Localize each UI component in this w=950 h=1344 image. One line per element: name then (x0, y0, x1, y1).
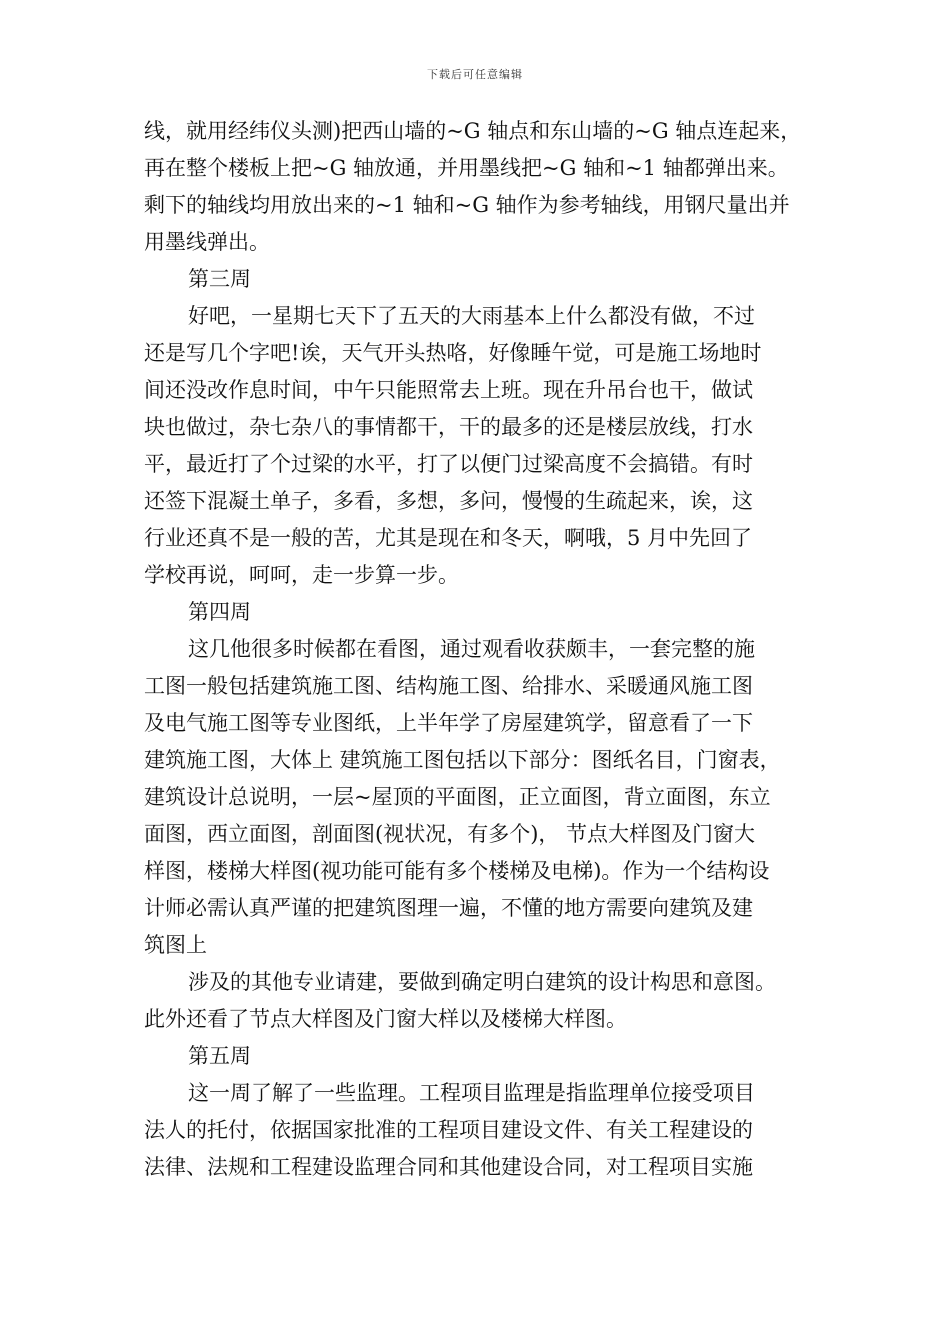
text-line: 这一周了解了一些监理。工程项目监理是指监理单位接受项目 (188, 1081, 755, 1105)
text-line: 还是写几个字吧!诶，天气开头热咯，好像睡午觉，可是施工场地时 (144, 341, 762, 365)
text-line: 学校再说，呵呵，走一步算一步。 (144, 563, 459, 587)
text-line: 平，最近打了个过梁的水平，打了以便门过梁高度不会搞错。有时 (144, 452, 753, 476)
text-line: 工图一般包括建筑施工图、结构施工图、给排水、采暖通风施工图 (144, 674, 753, 698)
text-line: 剩下的轴线均用放出来的~1 轴和~G 轴作为参考轴线，用钢尺量出并 (144, 193, 790, 217)
page-header: 下载后可任意编辑 (427, 68, 523, 81)
text-line: 用墨线弹出。 (144, 230, 270, 254)
text-line: 计师必需认真严谨的把建筑图理一遍，不懂的地方需要向建筑及建 (144, 896, 753, 920)
text-line: 法人的托付，依据国家批准的工程项目建设文件、有关工程建设的 (144, 1118, 753, 1142)
text-line: 法律、法规和工程建设监理合同和其他建设合同，对工程项目实施 (144, 1155, 753, 1179)
text-line: 块也做过，杂七杂八的事情都干，干的最多的还是楼层放线，打水 (144, 415, 753, 439)
text-line: 样图，楼梯大样图(视功能可能有多个楼梯及电梯)。作为一个结构设 (144, 859, 770, 883)
section-heading: 第四周 (188, 600, 251, 624)
text-line: 再在整个楼板上把~G 轴放通，并用墨线把~G 轴和~1 轴都弹出来。 (144, 156, 789, 180)
text-line: 涉及的其他专业请建，要做到确定明白建筑的设计构思和意图。 (188, 970, 776, 994)
text-line: 线，就用经纬仪头测)把西山墙的~G 轴点和东山墙的~G 轴点连起来， (144, 119, 802, 143)
text-line: 及电气施工图等专业图纸，上半年学了房屋建筑学，留意看了一下 (144, 711, 753, 735)
text-line: 间还没改作息时间，中午只能照常去上班。现在升吊台也干，做试 (144, 378, 753, 402)
text-line: 这几他很多时候都在看图，通过观看收获颇丰，一套完整的施 (188, 637, 755, 661)
text-line: 面图，西立面图，剖面图(视状况，有多个)， 节点大样图及门窗大 (144, 822, 756, 846)
text-line: 筑图上 (144, 933, 207, 957)
section-heading: 第五周 (188, 1044, 251, 1068)
text-line: 此外还看了节点大样图及门窗大样以及楼梯大样图。 (144, 1007, 627, 1031)
document-body (144, 113, 806, 1186)
text-line: 还签下混凝土单子，多看，多想，多问，慢慢的生疏起来，诶，这 (144, 489, 753, 513)
section-heading: 第三周 (188, 267, 251, 291)
text-line: 建筑施工图，大体上 建筑施工图包括以下部分：图纸名目，门窗表， (144, 748, 781, 772)
text-line: 建筑设计总说明，一层~屋顶的平面图，正立面图，背立面图，东立 (144, 785, 771, 809)
text-line: 行业还真不是一般的苦，尤其是现在和冬天，啊哦，5 月中先回了 (144, 526, 753, 550)
text-line: 好吧，一星期七天下了五天的大雨基本上什么都没有做，不过 (188, 304, 755, 328)
